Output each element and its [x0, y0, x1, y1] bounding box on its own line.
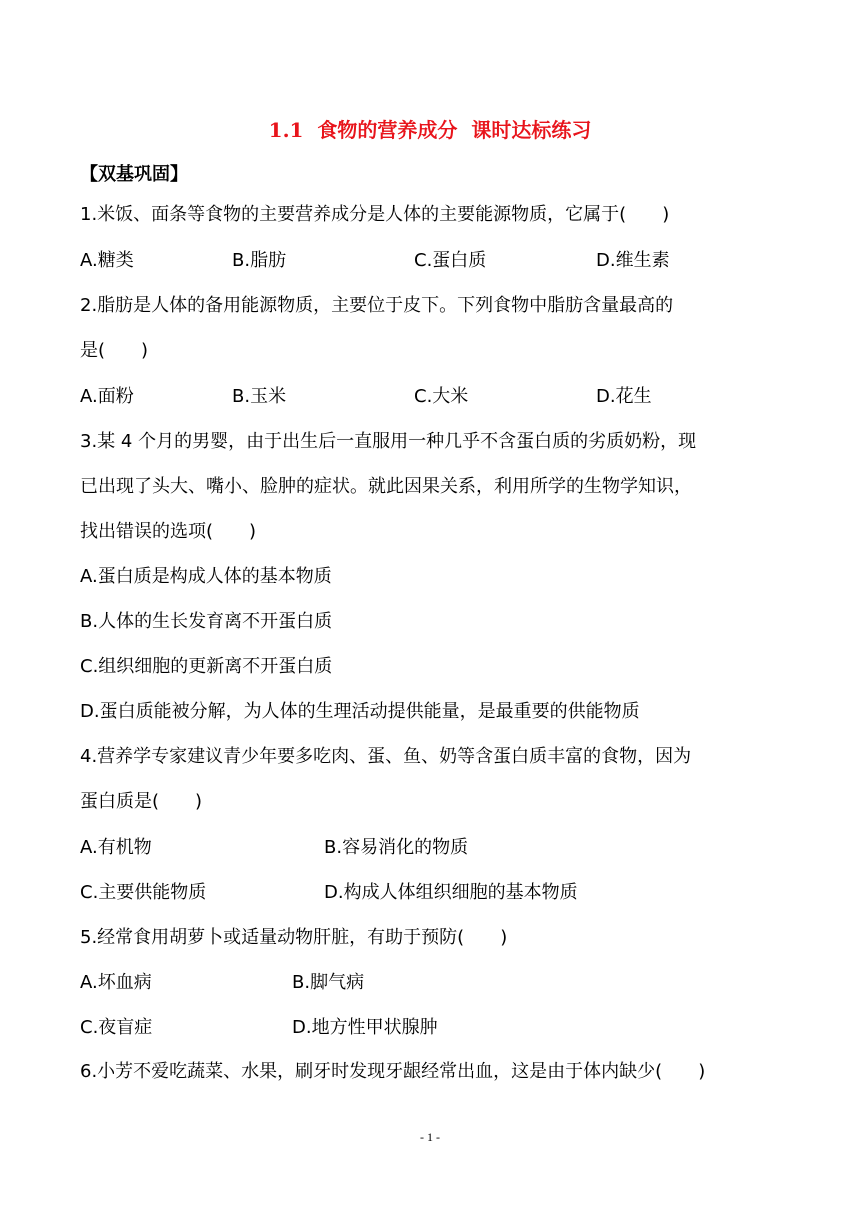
question-2-stem-line-1: 2.脂肪是人体的备用能源物质，主要位于皮下。下列食物中脂肪含量最高的: [80, 295, 674, 316]
question-1-stem: 1.米饭、面条等食物的主要营养成分是人体的主要能源物质，它属于( ): [80, 204, 670, 225]
page-number: - 1 -: [420, 1130, 440, 1144]
question-4-option-b: B.容易消化的物质: [324, 837, 469, 858]
question-3-stem-line-2: 已出现了头大、嘴小、脸肿的症状。就此因果关系，利用所学的生物学知识，: [80, 476, 692, 497]
question-3-stem-line-3: 找出错误的选项( ): [80, 521, 257, 542]
question-3-option-b: B.人体的生长发育离不开蛋白质: [80, 611, 333, 632]
question-5-option-b: B.脚气病: [292, 972, 365, 993]
question-6-stem: 6.小芳不爱吃蔬菜、水果，刷牙时发现牙龈经常出血，这是由于体内缺少( ): [80, 1061, 706, 1082]
question-2-option-c: C.大米: [414, 386, 469, 407]
question-2-stem-line-2: 是( ): [80, 340, 149, 361]
question-4-option-a: A.有机物: [80, 837, 152, 858]
question-5-option-a: A.坏血病: [80, 972, 152, 993]
question-4-option-d: D.构成人体组织细胞的基本物质: [324, 882, 578, 903]
document-title: 1.1 食物的营养成分 课时达标练习: [268, 118, 592, 142]
question-2-option-b: B.玉米: [232, 386, 287, 407]
question-5-option-d: D.地方性甲状腺肿: [292, 1017, 438, 1038]
question-5-option-c: C.夜盲症: [80, 1017, 153, 1038]
question-4-stem-line-2: 蛋白质是( ): [80, 791, 203, 812]
question-1-option-c: C.蛋白质: [414, 250, 487, 271]
question-3-option-d: D.蛋白质能被分解，为人体的生理活动提供能量，是最重要的供能物质: [80, 701, 640, 722]
question-2-option-a: A.面粉: [80, 386, 134, 407]
question-1-option-b: B.脂肪: [232, 250, 287, 271]
question-2-option-d: D.花生: [596, 386, 652, 407]
question-4-option-c: C.主要供能物质: [80, 882, 207, 903]
question-5-stem: 5.经常食用胡萝卜或适量动物肝脏，有助于预防( ): [80, 927, 508, 948]
question-1-option-d: D.维生素: [596, 250, 670, 271]
question-3-option-a: A.蛋白质是构成人体的基本物质: [80, 566, 332, 587]
question-3-option-c: C.组织细胞的更新离不开蛋白质: [80, 656, 333, 677]
question-1-option-a: A.糖类: [80, 250, 134, 271]
question-4-stem-line-1: 4.营养学专家建议青少年要多吃肉、蛋、鱼、奶等含蛋白质丰富的食物，因为: [80, 746, 692, 767]
section-heading: 【双基巩固】: [80, 164, 188, 185]
question-3-stem-line-1: 3.某 4 个月的男婴，由于出生后一直服用一种几乎不含蛋白质的劣质奶粉，现: [80, 431, 697, 452]
